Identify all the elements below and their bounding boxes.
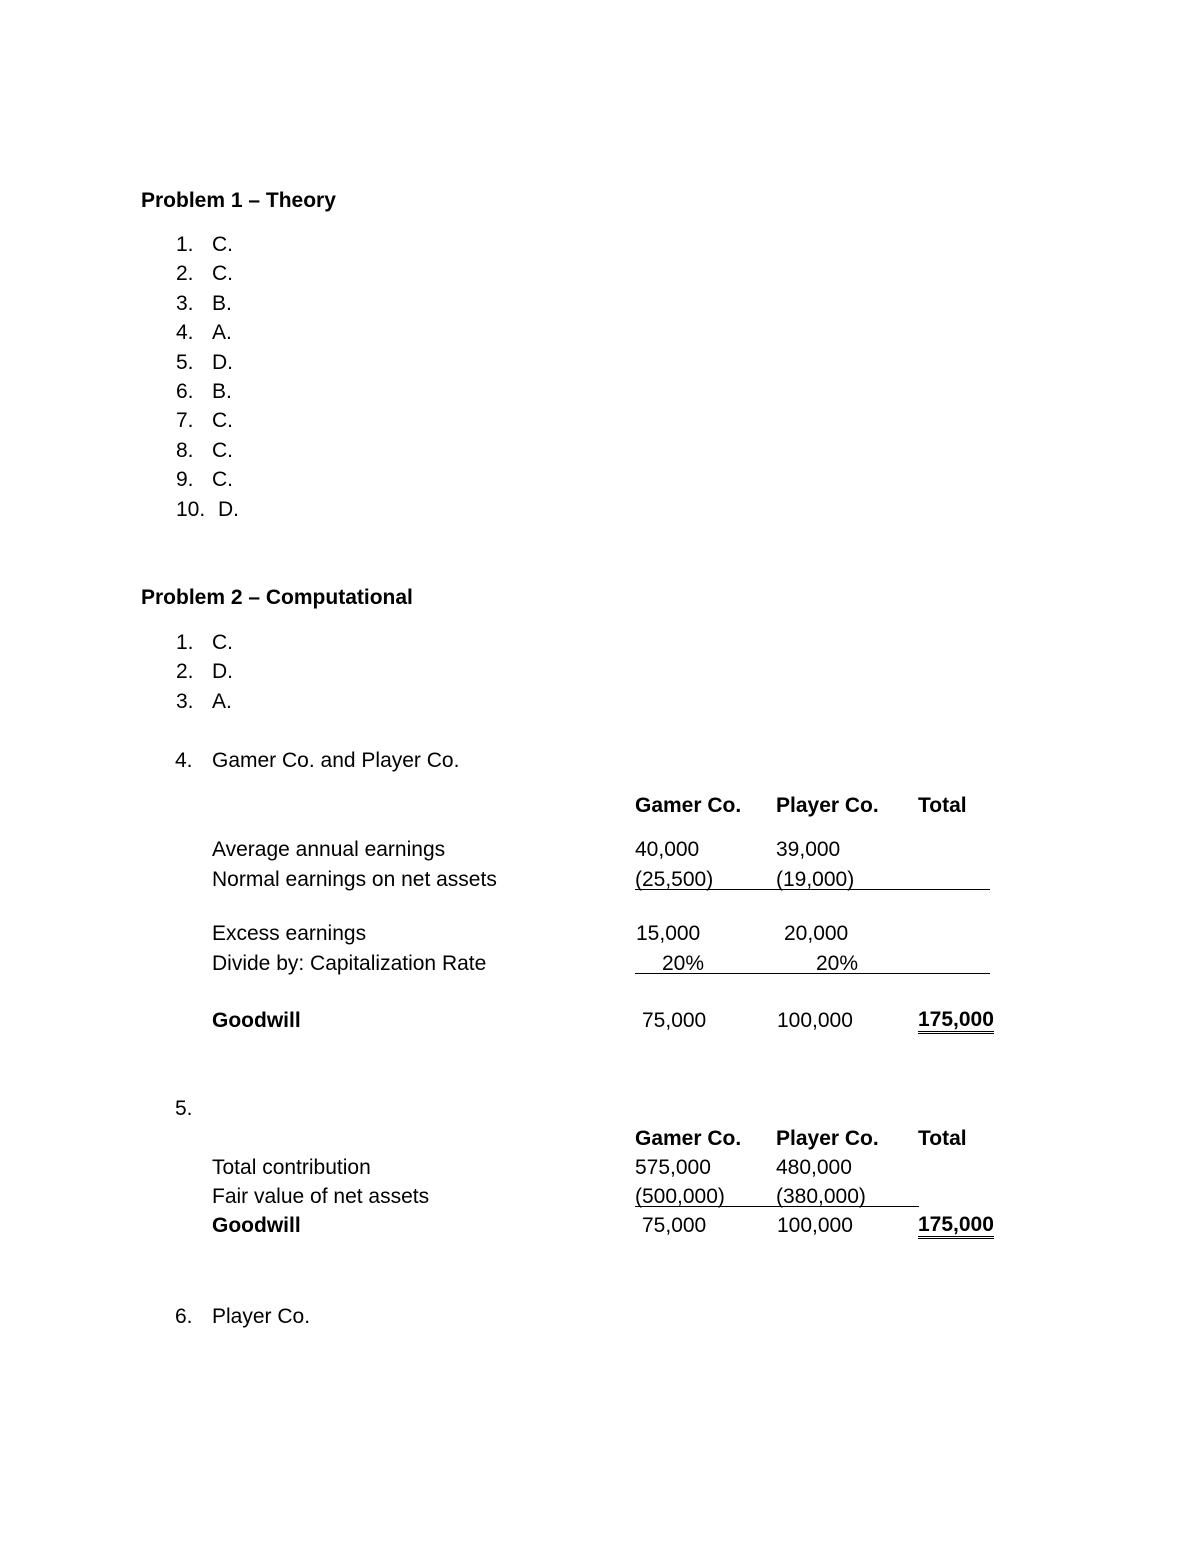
- item4-row-player: 20,000: [784, 922, 849, 945]
- answer-choice: A.: [212, 321, 232, 345]
- item4-header-total: Total: [918, 794, 967, 817]
- item5-row-player: 480,000: [776, 1156, 852, 1179]
- item4-header-player: Player Co.: [776, 794, 879, 817]
- answer-number: 1.: [176, 233, 194, 256]
- answer-number: 3.: [176, 291, 194, 315]
- item5-header-total: Total: [918, 1127, 967, 1150]
- answer-number: 3.: [176, 689, 194, 713]
- answer-number: 2.: [176, 660, 194, 684]
- item4-label: Gamer Co. and Player Co.: [212, 749, 460, 772]
- item5-row-label: Total contribution: [212, 1156, 371, 1179]
- answer-choice: B.: [212, 291, 232, 315]
- answer-choice: B.: [212, 380, 232, 403]
- item4-row-label: Average annual earnings: [212, 838, 446, 861]
- answer-number: 7.: [176, 409, 194, 433]
- item4-row-label: Excess earnings: [212, 922, 367, 945]
- item4-number: 4.: [175, 749, 193, 772]
- answer-number: 5.: [176, 350, 194, 374]
- item4-row-gamer: 15,000: [636, 922, 701, 945]
- item4-goodwill-gamer: 75,000: [642, 1009, 707, 1032]
- item5-goodwill-label: Goodwill: [212, 1214, 301, 1237]
- item5-row-player: (380,000): [776, 1185, 866, 1208]
- answer-choice: C.: [212, 409, 233, 433]
- answer-number: 2.: [176, 262, 194, 286]
- item5-header-player: Player Co.: [776, 1127, 879, 1150]
- answer-number: 1.: [176, 631, 194, 654]
- answer-number: 8.: [176, 438, 194, 462]
- answer-number: 4.: [176, 321, 194, 345]
- answer-choice: A.: [212, 689, 232, 713]
- item4-goodwill-total: 175,000: [918, 1009, 994, 1034]
- answer-choice: C.: [212, 233, 233, 256]
- item4-row-player: 39,000: [776, 838, 841, 861]
- answer-number: 9.: [176, 468, 194, 492]
- item4-row-label: Divide by: Capitalization Rate: [212, 952, 487, 975]
- item4-row-player: (19,000): [776, 868, 855, 891]
- item4-subtotal-rule: [635, 889, 990, 890]
- answer-choice: D.: [212, 350, 233, 374]
- item4-row-label: Normal earnings on net assets: [212, 868, 497, 891]
- answer-choice: D.: [218, 497, 239, 521]
- item4-goodwill-label: Goodwill: [212, 1009, 301, 1032]
- answer-choice: C.: [212, 438, 233, 462]
- item6-number: 6.: [175, 1305, 193, 1328]
- answer-number: 10.: [176, 497, 206, 521]
- answer-number: 6.: [176, 380, 194, 403]
- item4-row-gamer: (25,500): [635, 868, 714, 891]
- item5-row-gamer: 575,000: [635, 1156, 711, 1179]
- problem2-title: Problem 2 – Computational: [141, 586, 413, 609]
- item4-row-player: 20%: [816, 952, 859, 975]
- item5-header-gamer: Gamer Co.: [635, 1127, 742, 1150]
- answer-choice: C.: [212, 468, 233, 492]
- item5-goodwill-gamer: 75,000: [642, 1214, 707, 1237]
- item5-row-gamer: (500,000): [635, 1185, 725, 1208]
- item5-goodwill-total: 175,000: [918, 1214, 994, 1239]
- item6-label: Player Co.: [212, 1305, 311, 1328]
- item5-subtotal-rule: [635, 1206, 919, 1207]
- problem1-title: Problem 1 – Theory: [141, 189, 336, 212]
- item4-row-gamer: 20%: [662, 952, 705, 975]
- item4-goodwill-player: 100,000: [777, 1009, 853, 1032]
- item5-row-label: Fair value of net assets: [212, 1185, 430, 1208]
- item5-goodwill-player: 100,000: [777, 1214, 853, 1237]
- item4-header-gamer: Gamer Co.: [635, 794, 742, 817]
- answer-choice: D.: [212, 660, 233, 684]
- item5-number: 5.: [175, 1097, 193, 1120]
- item4-rate-rule: [635, 973, 990, 974]
- answer-choice: C.: [212, 262, 233, 286]
- item4-row-gamer: 40,000: [635, 838, 700, 861]
- answer-choice: C.: [212, 631, 233, 654]
